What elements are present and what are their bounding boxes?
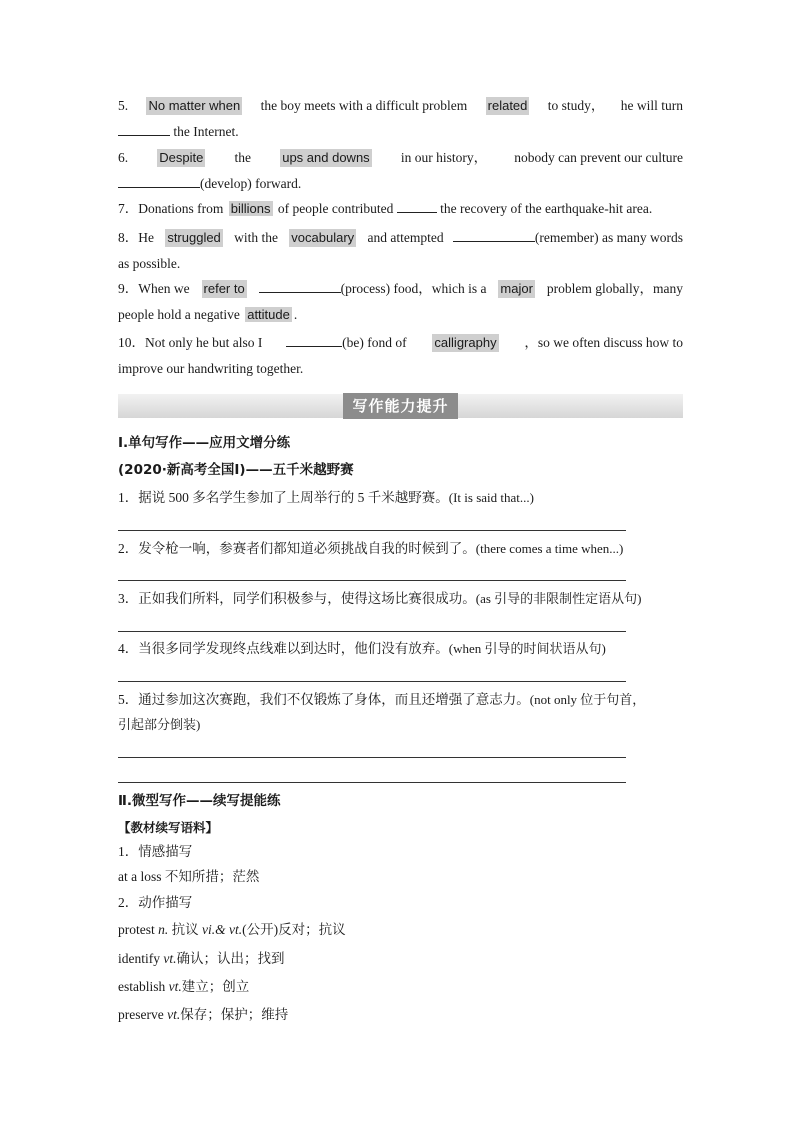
question-5-line-2 bbox=[118, 123, 239, 141]
vocab-preserve bbox=[118, 1006, 288, 1024]
question-number: 10．Not only he but also I bbox=[118, 335, 263, 350]
vocab-meaning: 不知所措；茫然 bbox=[164, 869, 260, 884]
question-text: of people contributed bbox=[277, 201, 394, 216]
fill-blank[interactable] bbox=[397, 200, 437, 213]
question-number: 6. bbox=[118, 150, 129, 165]
question-text: improve our handwriting together. bbox=[118, 361, 304, 376]
vocab-pos: vt. bbox=[163, 951, 177, 966]
question-text: he will turn bbox=[620, 98, 683, 113]
vocab-pos: vi.& vt. bbox=[202, 922, 243, 937]
section-1-item-4 bbox=[118, 640, 606, 658]
fill-blank[interactable] bbox=[453, 229, 535, 242]
question-6-line-2 bbox=[118, 175, 301, 193]
highlight-phrase: Despite bbox=[159, 150, 204, 165]
question-text: (be) fond of bbox=[342, 335, 407, 350]
vocab-term: establish bbox=[118, 979, 166, 994]
answer-line[interactable] bbox=[118, 631, 626, 632]
question-number: 5. bbox=[118, 98, 129, 113]
section-1-item-1 bbox=[118, 489, 534, 507]
answer-line[interactable] bbox=[118, 757, 626, 758]
section-1-heading: Ⅰ.单句写作——应用文增分练 bbox=[118, 435, 291, 451]
vocab-meaning: 保存；保护；维持 bbox=[180, 1007, 289, 1022]
fill-blank[interactable] bbox=[259, 280, 341, 293]
vocab-identify bbox=[118, 950, 285, 968]
question-text: the recovery of the earthquake-hit area. bbox=[440, 201, 653, 216]
question-number: 8．He bbox=[118, 230, 154, 245]
answer-line[interactable] bbox=[118, 782, 626, 783]
fill-blank[interactable] bbox=[118, 175, 200, 188]
highlight-phrase: refer to bbox=[203, 281, 245, 296]
question-text: (process) food，which is a bbox=[340, 281, 487, 296]
fill-blank[interactable] bbox=[286, 334, 342, 347]
source-prefix: (2020·新高考全国Ⅰ)—— bbox=[118, 462, 273, 478]
question-text: as possible. bbox=[118, 256, 181, 271]
vocab-pos: n. bbox=[158, 922, 169, 937]
question-10-line-1 bbox=[118, 334, 683, 352]
item-hint: (It is said that...) bbox=[448, 490, 534, 505]
question-text: (develop) forward. bbox=[200, 176, 302, 191]
question-text: with the bbox=[234, 230, 278, 245]
question-text: problem globally，many bbox=[546, 281, 683, 296]
highlight-phrase: related bbox=[487, 98, 528, 113]
item-prompt: 3．正如我们所料，同学们积极参与，使得这场比赛很成功。 bbox=[118, 591, 476, 606]
vocab-term: at a loss bbox=[118, 869, 162, 884]
question-text: the Internet. bbox=[173, 124, 239, 139]
question-text: (remember) as many words bbox=[534, 230, 683, 245]
answer-line[interactable] bbox=[118, 681, 626, 682]
question-9-line-1 bbox=[118, 280, 683, 298]
section-1-item-3 bbox=[118, 590, 642, 608]
item-hint: (not only 位于句首， bbox=[529, 692, 646, 707]
vocab-pos: vt. bbox=[168, 979, 182, 994]
item-hint: (there comes a time when...) bbox=[475, 541, 624, 556]
vocab-at-a-loss bbox=[118, 868, 259, 886]
question-number: 7．Donations from bbox=[118, 201, 224, 216]
question-text: nobody can prevent our culture bbox=[514, 150, 683, 165]
vocab-meaning: (公开)反对；抗议 bbox=[242, 922, 346, 937]
vocab-term: preserve bbox=[118, 1007, 164, 1022]
highlight-phrase: calligraphy bbox=[434, 335, 497, 350]
vocab-protest bbox=[118, 921, 346, 939]
answer-line[interactable] bbox=[118, 580, 626, 581]
item-prompt: 2．发令枪一响，参赛者们都知道必须挑战自我的时候到了。 bbox=[118, 541, 476, 556]
highlight-phrase: struggled bbox=[167, 230, 221, 245]
question-text: . bbox=[293, 307, 298, 322]
question-5-line-1 bbox=[118, 97, 683, 115]
item-prompt: 1．据说 500 多名学生参加了上周举行的 5 千米越野赛。 bbox=[118, 490, 449, 505]
highlight-phrase: vocabulary bbox=[291, 230, 355, 245]
item-prompt: 5．通过参加这次赛跑，我们不仅锻炼了身体，而且还增强了意志力。 bbox=[118, 692, 530, 707]
vocab-term: identify bbox=[118, 951, 160, 966]
vocab-meaning: 确认；认出；找到 bbox=[176, 951, 285, 966]
highlight-phrase: billions bbox=[230, 201, 271, 216]
item-hint: (as 引导的非限制性定语从句) bbox=[475, 591, 642, 606]
vocab-establish bbox=[118, 978, 249, 996]
source-topic: 五千米越野赛 bbox=[272, 462, 354, 478]
item-hint: (when 引导的时间状语从句) bbox=[448, 641, 606, 656]
question-number: 9．When we bbox=[118, 281, 190, 296]
section-1-item-2 bbox=[118, 540, 623, 558]
subheading-emotion: 1．情感描写 bbox=[118, 844, 193, 859]
highlight-phrase: attitude bbox=[247, 307, 290, 322]
fill-blank[interactable] bbox=[118, 123, 170, 136]
vocab-meaning: 建立；创立 bbox=[181, 979, 250, 994]
vocab-meaning: 抗议 bbox=[171, 922, 199, 937]
material-label: 【教材续写语料】 bbox=[118, 820, 219, 835]
section-banner bbox=[118, 394, 683, 418]
section-1-item-5 bbox=[118, 691, 645, 709]
question-text: ，so we often discuss how to bbox=[524, 335, 683, 350]
section-1-source bbox=[118, 461, 354, 479]
vocab-pos: vt. bbox=[167, 1007, 181, 1022]
question-text: the boy meets with a difficult problem bbox=[260, 98, 468, 113]
question-6-line-1 bbox=[118, 149, 683, 167]
question-9-line-2 bbox=[118, 306, 297, 324]
vocab-term: protest bbox=[118, 922, 155, 937]
question-text: the bbox=[234, 150, 252, 165]
question-text: to study， bbox=[547, 98, 605, 113]
section-2-heading: Ⅱ.微型写作——续写提能练 bbox=[118, 793, 281, 809]
question-8-line-1 bbox=[118, 229, 683, 247]
question-8-line-2 bbox=[118, 255, 180, 273]
question-text: in our history， bbox=[400, 150, 488, 165]
answer-line[interactable] bbox=[118, 530, 626, 531]
banner-title: 写作能力提升 bbox=[343, 393, 458, 419]
highlight-phrase: ups and downs bbox=[282, 150, 370, 165]
question-text: and attempted bbox=[367, 230, 444, 245]
section-1-item-5-cont: 引起部分倒装) bbox=[118, 717, 201, 732]
highlight-phrase: major bbox=[500, 281, 533, 296]
item-prompt: 4．当很多同学发现终点线难以到达时，他们没有放弃。 bbox=[118, 641, 449, 656]
question-10-line-2 bbox=[118, 360, 303, 378]
question-text: people hold a negative bbox=[118, 307, 240, 322]
subheading-action: 2．动作描写 bbox=[118, 895, 193, 910]
highlight-phrase: No matter when bbox=[148, 98, 241, 113]
question-7-line-1 bbox=[118, 200, 652, 218]
